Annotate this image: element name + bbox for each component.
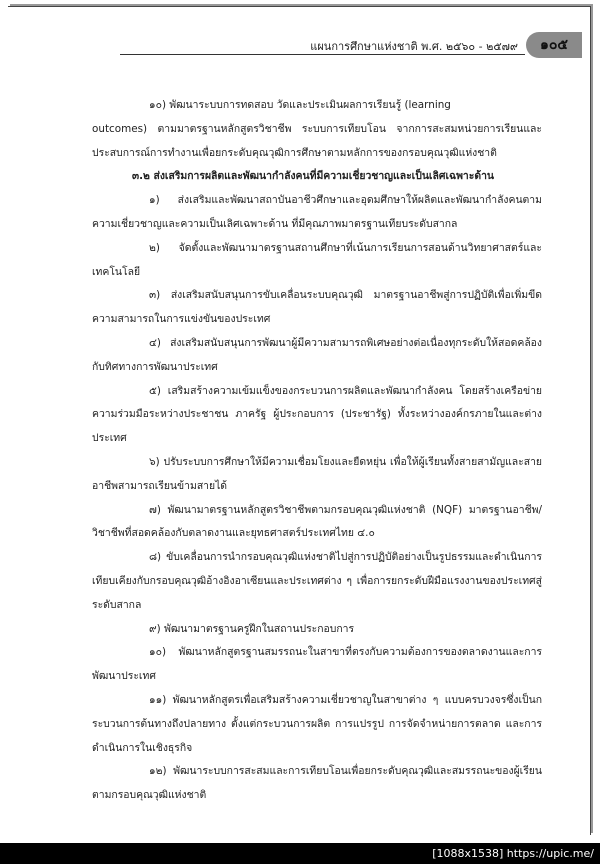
list-item: ๘) ขับเคลื่อนการนำกรอบคุณวุฒิแห่งชาติไปสู่การปฏิบัติอย่างเป็นรูปธรรมและดำเนินการเทียบเคียงกับกรอบคุณวุฒิอ้างอิงอาเซียนและประเทศต่าง ๆ เพื่อการยกระดับฝีมือแรงงานของประเทศสู่ระดับสากล <box>92 551 542 611</box>
list-item: ๕) เสริมสร้างความเข้มแข็งของกระบวนการผลิตและพัฒนากำลังคน โดยสร้างเครือข่ายความร่วมมือระหว่างประชาชน ภาครัฐ ผู้ประกอบการ (ประชารัฐ) ทั้งระหว่างองค์กรภายในและต่างประเทศ <box>92 384 542 445</box>
running-header: แผนการศึกษาแห่งชาติ พ.ศ. ๒๕๖๐ - ๒๕๗๙ <box>310 40 518 53</box>
list-item: ๒) จัดตั้งและพัฒนามาตรฐานสถานศึกษาที่เน้นการเรียนการสอนด้านวิทยาศาสตร์และเทคโนโลยี <box>92 241 542 278</box>
list-item: ๑๐) พัฒนาหลักสูตรฐานสมรรถนะในสาขาที่ตรงกับความต้องการของตลาดงานและการพัฒนาประเทศ <box>92 646 542 683</box>
watermark-bar <box>0 843 600 864</box>
list-item: ๓) ส่งเสริมสนับสนุนการขับเคลื่อนระบบคุณวุฒิ มาตรฐานอาชีพสู่การปฏิบัติเพื่อเพิ่มขีดความสามารถในการแข่งขันของประเทศ <box>92 289 542 326</box>
section-heading: ๓.๒ ส่งเสริมการผลิตและพัฒนากำลังคนที่มีความเชี่ยวชาญและเป็นเลิศเฉพาะด้าน <box>132 170 495 183</box>
list-item: ๔) ส่งเสริมสนับสนุนการพัฒนาผู้มีความสามารถพิเศษอย่างต่อเนื่องทุกระดับให้สอดคล้องกับทิศทางการพัฒนาประเทศ <box>92 336 542 373</box>
list-item: ๑๒) พัฒนาระบบการสะสมและการเทียบโอนเพื่อยกระดับคุณวุฒิและสมรรถนะของผู้เรียนตามกรอบคุณวุฒิแห่งชาติ <box>92 765 542 802</box>
watermark-text: [1088x1538] https://upic.me/ <box>432 847 594 860</box>
header-rule <box>120 54 525 55</box>
list-item: ๑๑) พัฒนาหลักสูตรเพื่อเสริมสร้างความเชี่ยวชาญในสาขาต่าง ๆ แบบครบวงจรซึ่งเป็นกระบวนการต้นทางถึงปลายทาง ตั้งแต่กระบวนการผลิต การแปรรูป การจัดจำหน่ายการตลาด และการดำเนินการในเชิงธุรกิจ <box>92 693 542 754</box>
page-number: ๑๐๕ <box>539 37 569 53</box>
list-item: ๗) พัฒนามาตรฐานหลักสูตรวิชาชีพตามกรอบคุณวุฒิแห่งชาติ (NQF) มาตรฐานอาชีพ/วิชาชีพที่สอดคล้องกับตลาดงานและยุทธศาสตร์ประเทศไทย ๔.๐ <box>92 503 542 540</box>
paragraph-10-continuation: outcomes) ตามมาตรฐานหลักสูตรวิชาชีพ ระบบการเทียบโอน จากการสะสมหน่วยการเรียนและประสบการณ์การทำงานเพื่อยกระดับคุณวุฒิการศึกษาตามหลักการของกรอบคุณวุฒิแห่งชาติ <box>92 122 542 159</box>
document-body <box>92 94 542 808</box>
page-number-tab <box>526 32 582 58</box>
list-item: ๖) ปรับระบบการศึกษาให้มีความเชื่อมโยงและยืดหยุ่น เพื่อให้ผู้เรียนทั้งสายสามัญและสายอาชีพสามารถเรียนข้ามสายได้ <box>92 455 542 492</box>
paragraph-10-first-line: ๑๐) พัฒนาระบบการทดสอบ วัดและประเมินผลการเรียนรู้ (learning <box>149 99 451 111</box>
list-item: ๑) ส่งเสริมและพัฒนาสถาบันอาชีวศึกษาและอุดมศึกษาให้ผลิตและพัฒนากำลังคนตามความเชี่ยวชาญและความเป็นเลิศเฉพาะด้าน ที่มีคุณภาพมาตรฐานเทียบระดับสากล <box>92 194 542 230</box>
list-item: ๙) พัฒนามาตรฐานครูฝึกในสถานประกอบการ <box>149 622 355 635</box>
